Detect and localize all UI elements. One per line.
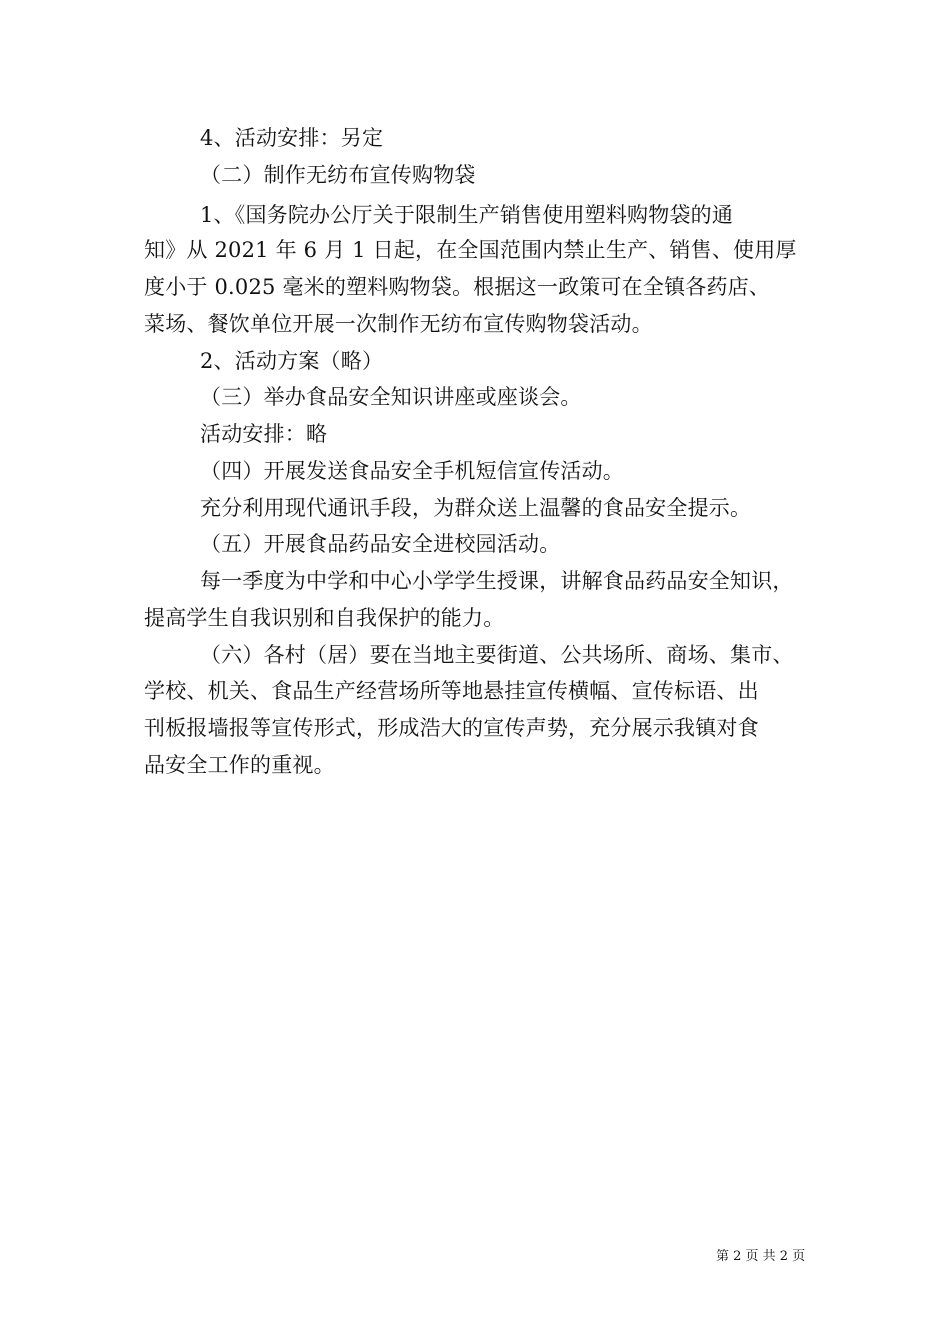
paragraph-line: 提高学生自我识别和自我保护的能力。 bbox=[144, 606, 505, 630]
paragraph-line: 1、《国务院办公厅关于限制生产销售使用塑料购物袋的通 bbox=[200, 203, 734, 227]
paragraph-line: 学校、机关、食品生产经营场所等地悬挂宣传横幅、宣传标语、出 bbox=[144, 679, 759, 703]
activity-arrangement-line: 活动安排：略 bbox=[200, 422, 328, 446]
page-number-footer: 第 2 页 共 2 页 bbox=[716, 1249, 806, 1264]
section-five-heading: （五）开展食品药品安全进校园活动。 bbox=[200, 532, 561, 556]
paragraph-line: 刊板报墙报等宣传形式，形成浩大的宣传声势，充分展示我镇对食 bbox=[144, 716, 759, 740]
section-four-heading: （四）开展发送食品安全手机短信宣传活动。 bbox=[200, 459, 624, 483]
paragraph-line: 品安全工作的重视。 bbox=[144, 753, 335, 777]
section-two-heading: （二）制作无纺布宣传购物袋 bbox=[200, 163, 476, 187]
paragraph-line: 每一季度为中学和中心小学学生授课，讲解食品药品安全知识， bbox=[200, 569, 794, 593]
paragraph-line: 知》从 2021 年 6 月 1 日起，在全国范围内禁止生产、销售、使用厚 bbox=[144, 238, 797, 262]
section-six-heading: （六）各村（居）要在当地主要街道、公共场所、商场、集市、 bbox=[200, 643, 794, 667]
section-three-heading: （三）举办食品安全知识讲座或座谈会。 bbox=[200, 385, 582, 409]
activity-arrangement-line: 4、活动安排：另定 bbox=[200, 126, 384, 150]
paragraph-line: 度小于 0.025 毫米的塑料购物袋。根据这一政策可在全镇各药店、 bbox=[144, 275, 771, 299]
activity-plan-line: 2、活动方案（略） bbox=[200, 349, 384, 373]
paragraph-line: 菜场、餐饮单位开展一次制作无纺布宣传购物袋活动。 bbox=[144, 312, 653, 336]
paragraph-line: 充分利用现代通讯手段，为群众送上温馨的食品安全提示。 bbox=[200, 496, 752, 520]
